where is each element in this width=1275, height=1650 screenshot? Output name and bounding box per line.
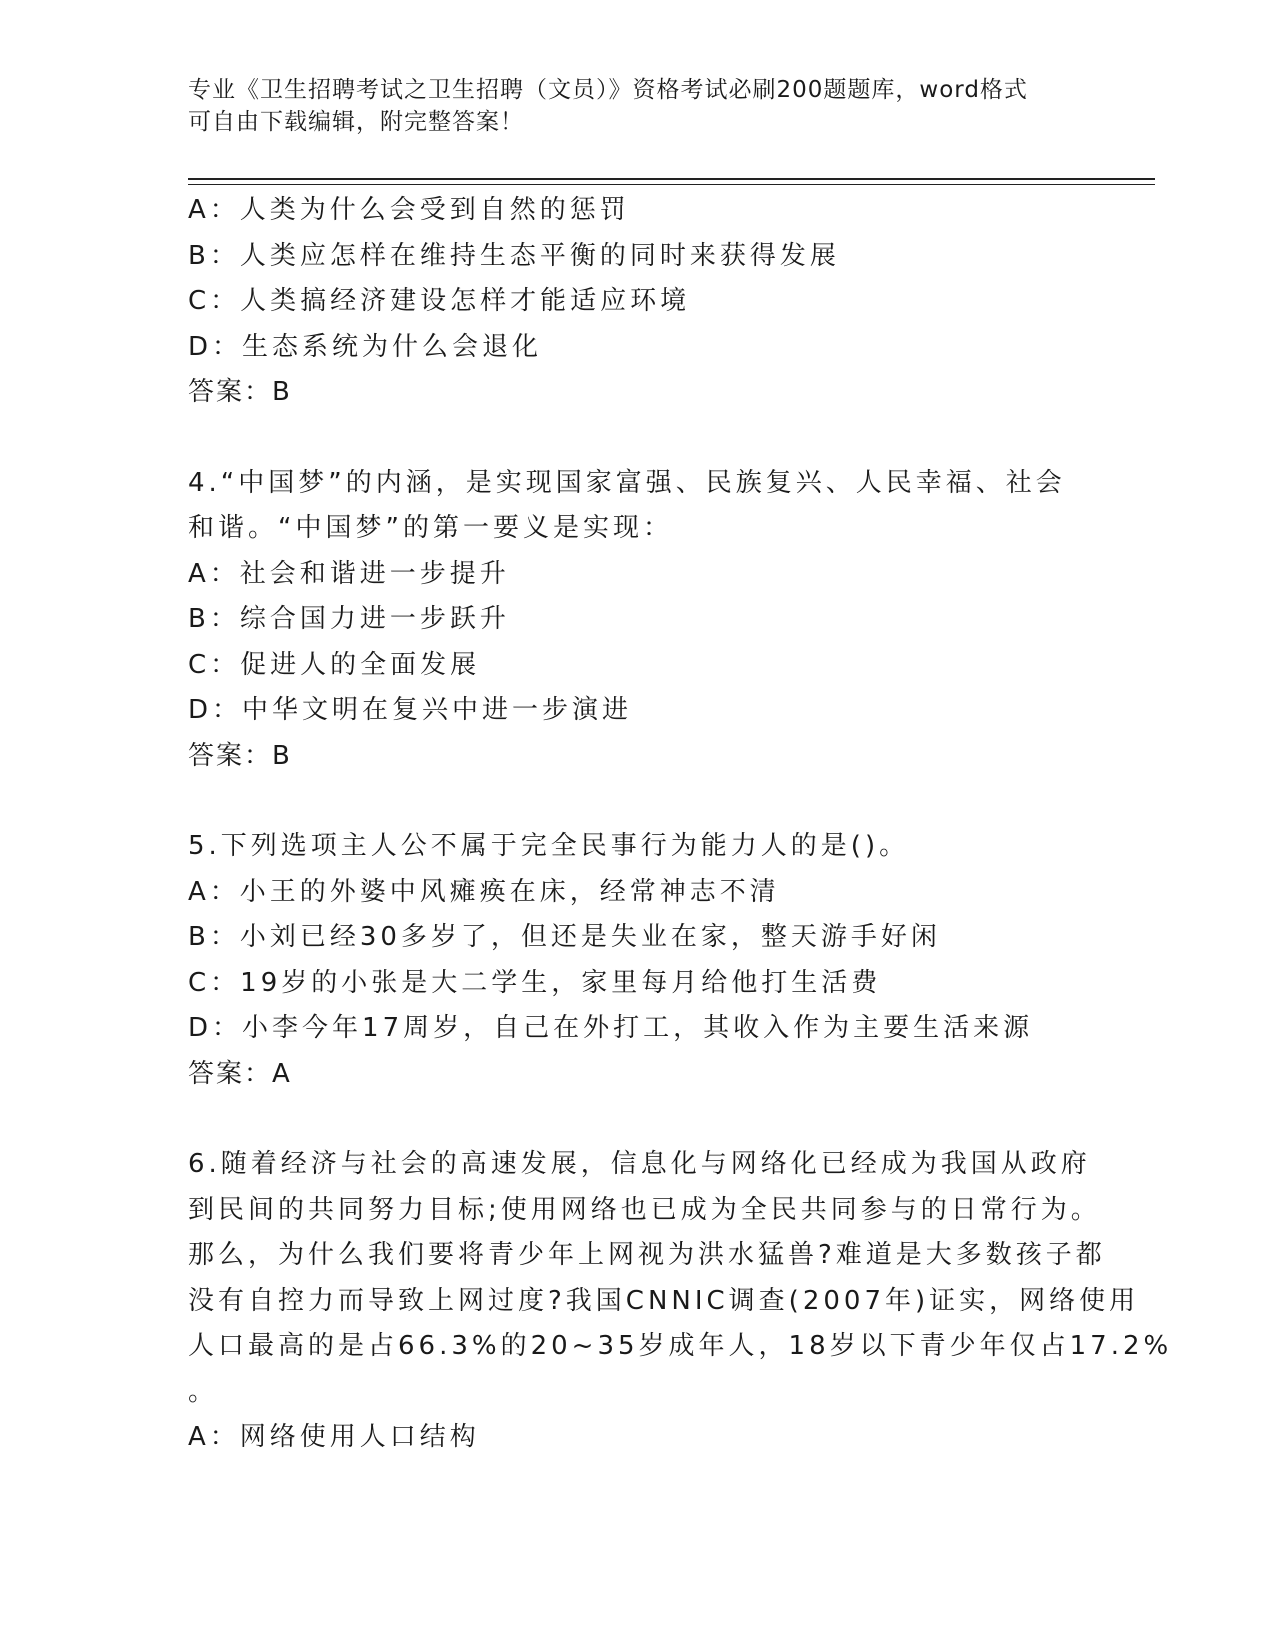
answer-line: 答案：B [188, 740, 292, 771]
spacer [188, 416, 1088, 461]
question-stem-line: 和谐。“中国梦”的第一要义是实现： [188, 513, 673, 543]
question-stem-line: 那么，为什么我们要将青少年上网视为洪水猛兽?难道是大多数孩子都 [188, 1240, 1106, 1270]
question-stem-line: 5.下列选项主人公不属于完全民事行为能力人的是()。 [188, 831, 910, 861]
question-5 [188, 824, 1088, 1097]
header-line-2: 可自由下载编辑，附完整答案！ [188, 109, 524, 135]
question-4 [188, 461, 1088, 780]
spacer [188, 1097, 1088, 1142]
answer-line: 答案：B [188, 377, 292, 407]
option-b: B：小刘已经30多岁了，但还是失业在家，整天游手好闲 [188, 922, 941, 952]
question-stem-line: 6.随着经济与社会的高速发展，信息化与网络化已经成为我国从政府 [188, 1149, 1091, 1179]
answer-line: 答案：A [188, 1058, 292, 1089]
header-divider-thick [188, 178, 1155, 180]
option-b: B：人类应怎样在维持生态平衡的同时来获得发展 [188, 240, 840, 271]
option-d: D：小李今年17周岁，自己在外打工，其收入作为主要生活来源 [188, 1013, 1034, 1043]
question-6 [188, 1142, 1173, 1461]
header-divider-thin [188, 184, 1155, 185]
page-header [188, 74, 1088, 138]
option-a: A：网络使用人口结构 [188, 1422, 480, 1452]
question-stem-line: 人口最高的是占66.3%的20~35岁成年人，18岁以下青少年仅占17.2% [188, 1331, 1173, 1361]
question-stem-line: 4.“中国梦”的内涵，是实现国家富强、民族复兴、人民幸福、社会 [188, 467, 1066, 498]
question-stem-line: 没有自控力而导致上网过度?我国CNNIC调查(2007年)证实，网络使用 [188, 1285, 1140, 1316]
option-d: D：中华文明在复兴中进一步演进 [188, 695, 633, 725]
option-a: A：社会和谐进一步提升 [188, 558, 510, 589]
spacer [188, 779, 1088, 824]
option-c: C：促进人的全面发展 [188, 649, 481, 680]
question-stem-line: 。 [188, 1376, 219, 1407]
option-d: D：生态系统为什么会退化 [188, 331, 543, 362]
question-stem-line: 到民间的共同努力目标;使用网络也已成为全民共同参与的日常行为。 [188, 1194, 1101, 1225]
document-body [188, 188, 1173, 1461]
header-line-1: 专业《卫生招聘考试之卫生招聘（文员）》资格考试必刷200题题库，word格式 [188, 77, 1028, 103]
question-3 [188, 188, 1088, 416]
option-b: B：综合国力进一步跃升 [188, 604, 510, 634]
option-c: C：19岁的小张是大二学生，家里每月给他打生活费 [188, 967, 882, 998]
option-a: A：人类为什么会受到自然的惩罚 [188, 195, 630, 225]
option-c: C：人类搞经济建设怎样才能适应环境 [188, 286, 691, 316]
option-a: A：小王的外婆中风瘫痪在床，经常神志不清 [188, 876, 780, 907]
